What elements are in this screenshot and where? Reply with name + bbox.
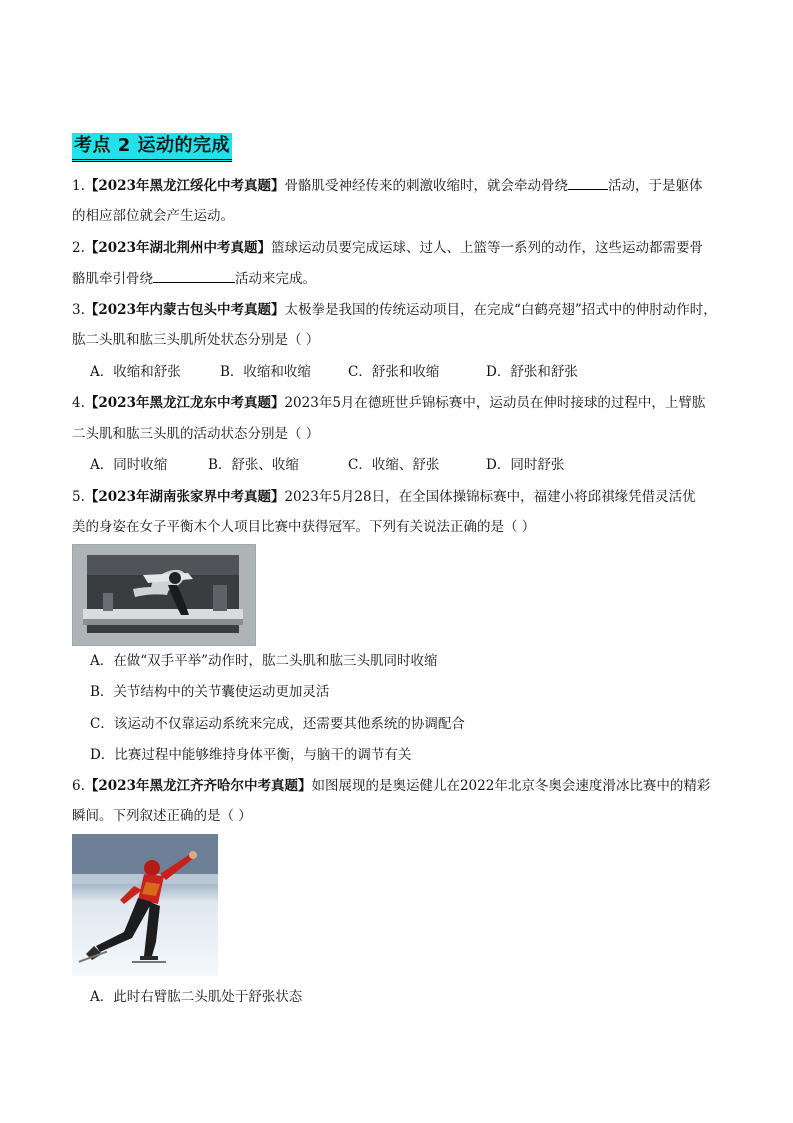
question-2-line-2: [72, 268, 316, 289]
question-text: 太极拳是我国的传统运动项目，在完成“白鹤亮翅”招式中的伸肘动作时，: [284, 302, 717, 318]
question-source: 【2023年黑龙江绥化中考真题】: [84, 178, 285, 194]
question-4-line-1: [72, 393, 705, 413]
question-text: 活动来完成。: [235, 271, 316, 287]
question-text: 篮球运动员要完成运球、过人、上篮等一系列的动作，这些运动都需要骨: [270, 240, 703, 256]
section-title: 考点 2 运动的完成: [72, 133, 232, 162]
question-number: 4.: [72, 395, 85, 411]
balance-beam-photo: [72, 544, 256, 646]
option-c[interactable]: C．该运动不仅靠运动系统来完成，还需要其他系统的协调配合: [90, 716, 465, 732]
question-source: 【2023年湖南张家界中考真题】: [84, 489, 285, 505]
question-text: 如图展现的是奥运健儿在2022年北京冬奥会速度滑冰比赛中的精彩: [311, 778, 711, 794]
question-text: 2023年5月28日，在全国体操锦标赛中，福建小将邱祺缘凭借灵活优: [284, 489, 696, 505]
question-number: 5.: [72, 489, 85, 505]
option-b[interactable]: B．关节结构中的关节囊使运动更加灵活: [90, 684, 330, 700]
question-number: 6.: [72, 778, 85, 794]
question-3-line-1: [72, 300, 717, 320]
question-text: 骼肌牵引骨绕: [72, 271, 153, 287]
question-number: 1.: [72, 178, 85, 194]
answer-blank: [153, 268, 235, 283]
question-1-line-1: [72, 175, 702, 196]
question-2-line-1: [72, 238, 703, 258]
question-source: 【2023年内蒙古包头中考真题】: [84, 302, 285, 318]
question-source: 【2023年黑龙江龙东中考真题】: [84, 395, 285, 411]
option-c[interactable]: C．收缩、舒张: [348, 457, 440, 473]
question-text: 2023年5月在德班世乒锦标赛中，运动员在伸时接球的过程中，上臂肱: [284, 395, 706, 411]
option-b[interactable]: B．收缩和收缩: [220, 364, 311, 380]
question-6-line-2: 瞬间。下列叙述正确的是（ ）: [72, 808, 252, 824]
question-source: 【2023年湖北荆州中考真题】: [84, 240, 271, 256]
option-a[interactable]: A．收缩和舒张: [90, 364, 181, 380]
option-c[interactable]: C．舒张和收缩: [348, 364, 440, 380]
skater-image: [72, 834, 218, 976]
option-d[interactable]: D．同时舒张: [486, 457, 565, 473]
option-a[interactable]: A．此时右臂肱二头肌处于舒张状态: [90, 989, 303, 1005]
question-number: 3.: [72, 302, 85, 318]
question-5-line-2: 美的身姿在女子平衡木个人项目比赛中获得冠军。下列有关说法正确的是（ ）: [72, 519, 536, 535]
question-number: 2.: [72, 240, 85, 256]
option-b[interactable]: B．舒张、收缩: [208, 457, 299, 473]
option-a[interactable]: A．在做“双手平举”动作时，肱二头肌和肱三头肌同时收缩: [90, 653, 438, 669]
option-a[interactable]: A．同时收缩: [90, 457, 168, 473]
option-d[interactable]: D．舒张和舒张: [486, 364, 578, 380]
gymnast-image: [73, 545, 255, 645]
question-4-line-2: 二头肌和肱三头肌的活动状态分别是（ ）: [72, 426, 320, 442]
question-6-line-1: [72, 776, 710, 796]
answer-blank: [568, 175, 608, 190]
question-3-line-2: 肱二头肌和肱三头肌所处状态分别是（ ）: [72, 332, 320, 348]
question-source: 【2023年黑龙江齐齐哈尔中考真题】: [84, 778, 312, 794]
option-d[interactable]: D．比赛过程中能够维持身体平衡，与脑干的调节有关: [90, 747, 412, 763]
question-1-line-2: 的相应部位就会产生运动。: [72, 208, 234, 224]
question-text: 骨骼肌受神经传来的刺激收缩时，就会牵动骨绕: [284, 178, 568, 194]
question-5-line-1: [72, 487, 696, 507]
question-text: 活动，于是躯体: [607, 178, 703, 194]
speed-skating-photo: [72, 834, 218, 976]
